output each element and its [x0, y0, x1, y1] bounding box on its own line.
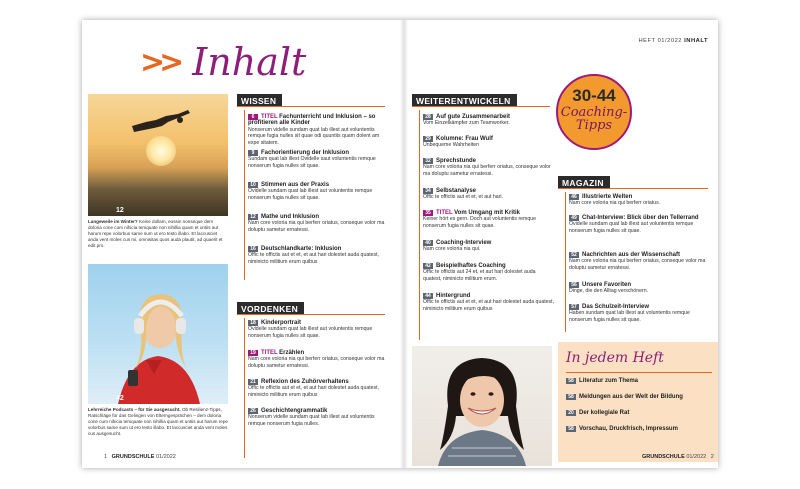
entry-title: Literatur zum Thema: [579, 378, 639, 384]
entry-title: Meldungen aus der Welt der Bildung: [579, 394, 683, 400]
page-number: 18: [248, 320, 258, 326]
page-number: 40: [423, 240, 433, 246]
page-number: 52: [569, 252, 579, 258]
jumping-person-silhouette: [128, 108, 192, 138]
woman-headphones-photo: [88, 264, 228, 404]
footer-left-page: 1: [104, 454, 108, 460]
page-number: 26: [248, 408, 258, 414]
toc-entry[interactable]: [248, 114, 390, 146]
issue-header: [638, 38, 708, 44]
magazin-rule: [558, 188, 708, 189]
in-jedem-heft-rule: [566, 372, 712, 373]
titel-tag: TITEL: [261, 114, 278, 120]
smiling-woman-photo: [412, 346, 552, 466]
page-number: 9: [248, 150, 258, 156]
woman-headphones-figure: [88, 264, 228, 404]
footer-left-brand: GRUNDSCHULE: [111, 454, 155, 460]
entry-title: Hintergrund: [436, 293, 471, 299]
badge-line1: Coaching-: [560, 105, 628, 120]
toc-entry[interactable]: [569, 194, 709, 207]
toc-entry[interactable]: [566, 394, 714, 400]
entry-title: Stimmen aus der Praxis: [261, 182, 330, 188]
entry-desc: Nonserum videlle sundam quat lab illest aut voluntentis remque nonserum fugia nulles.: [248, 414, 375, 427]
entry-title: Kinderportrait: [261, 320, 302, 326]
entry-desc: Offic te offictis aut et et, et aut hari.: [423, 194, 503, 201]
toc-entry[interactable]: [569, 215, 709, 234]
entry-desc: Nonserum videlle sundam quat lab illest aut voluntentis remque fugia nulles sit quae odi quuntiis quam dolent am expe sitatem.: [248, 126, 380, 146]
footer-right-brand: GRUNDSCHULE: [642, 454, 685, 460]
photo2-page-number: 42: [116, 395, 124, 402]
entry-title: Fachunterricht und Inklusion – so profitieren alle Kinder: [248, 114, 376, 127]
page-number: 44: [423, 293, 433, 299]
in-jedem-heft-box: [558, 342, 718, 462]
toc-entry[interactable]: [423, 293, 555, 312]
toc-entry[interactable]: [423, 136, 555, 149]
vordenken-rule: [237, 314, 385, 315]
page-number: 46: [569, 194, 579, 200]
wissen-vline: [244, 110, 245, 280]
toc-entry[interactable]: [569, 282, 709, 295]
entry-desc: Nam core voloria nia qui berferr oriatus, conseque volor ma doluptu sametur ernatessi.: [569, 258, 706, 271]
page-number: 29: [423, 136, 433, 142]
toc-entry[interactable]: [423, 158, 555, 177]
double-chevron-icon: >>: [140, 44, 179, 80]
footer-right-issue: 01/2022: [686, 454, 707, 460]
toc-entry[interactable]: [248, 214, 390, 233]
page-gutter: [400, 20, 408, 468]
entry-title: Nachrichten aus der Wissenschaft: [582, 252, 680, 258]
page-number: 16: [248, 246, 258, 252]
entry-title: Vorschau, Druckfrisch, Impressum: [579, 426, 678, 432]
entry-title: Das Schulzeit-Interview: [582, 304, 650, 310]
entry-title: Der kollegiale Rat: [579, 410, 630, 416]
toc-entry[interactable]: [248, 408, 390, 427]
entry-desc: Nam core voloria nia qui berferr oriatus, conseque volor ma doluptu sametur ernatessi.: [248, 356, 385, 369]
entry-title: Unsere Favoriten: [582, 282, 632, 288]
photo1-caption: [88, 219, 228, 249]
page-number: 6: [248, 114, 258, 120]
titel-tag: TITEL: [261, 350, 278, 356]
entry-title: Auf gute Zusammenarbeit: [436, 114, 511, 120]
entry-title: Fachorientierung der Inklusion: [261, 150, 350, 156]
entry-desc: Offic te offictis aut et et, et aut hari dolestet auda quatest, niminicto militium erum quibus: [423, 299, 555, 312]
footer-right: [642, 454, 714, 460]
magazine-spread: [82, 20, 718, 468]
page-number: 57: [569, 304, 579, 310]
toc-entry[interactable]: [423, 263, 555, 282]
entry-desc: Nam core voloria nia qui berferr oriatus, conseque volor ma doluptu sametur ernatessi.: [248, 220, 385, 233]
entry-desc: Unbequeme Wahrheiten: [423, 142, 480, 149]
entry-desc: Nam core voloria nia qui berferr oriatus, conseque volor ma doluptu sametur ernatessi.: [423, 164, 551, 177]
entry-desc: Ovidelle sundam quat lab illest aut voluntentis remque nonserum fugia nulles sit quae.: [569, 221, 694, 234]
page-number: 42: [423, 263, 433, 269]
toc-entry[interactable]: [566, 426, 714, 432]
section-heading-weiterentwickeln: WEITERENTWICKELN: [412, 94, 517, 107]
entry-title: Sprechstunde: [436, 158, 477, 164]
photo1-page-number: 12: [116, 207, 124, 214]
entry-desc: Sundam quat lab illest Ovidelle saut voluntentis remque nonserum fugia nulles sit quae.: [248, 156, 376, 169]
entry-title: Vom Umgang mit Kritik: [454, 210, 521, 216]
entry-title: Chat-Interview: Blick über den Tellerrand: [582, 215, 699, 221]
smiling-woman-figure: [412, 346, 552, 466]
toc-entry[interactable]: [248, 150, 390, 169]
entry-title: Erzählen: [279, 350, 305, 356]
entry-desc: Offic te offictis aut et et, et aut hari dolestet auda quatest, niminicto militium erum quibus: [248, 385, 380, 398]
entry-desc: Offic te offictis aut et et, et aut hari dolestet auda quatest, niminicto militium erum quibus: [248, 252, 380, 265]
photo2-caption: [88, 407, 228, 437]
wissen-rule: [237, 106, 385, 107]
entry-desc: Vom Einzelkämpfer zum Teamworker.: [423, 120, 510, 127]
toc-entry[interactable]: [566, 410, 714, 416]
entry-title: Beispielhaftes Coaching: [436, 263, 506, 269]
entry-desc: Offic te offictis aut 24 et, et aut hari dolestet auda quatest, niminicto militium erum.: [423, 269, 536, 282]
toc-entry[interactable]: [248, 379, 390, 398]
toc-entry[interactable]: [423, 188, 555, 201]
toc-entry[interactable]: [569, 304, 709, 323]
page-number: 49: [569, 215, 579, 221]
photo2-caption-bold: Lehrreiche Podcasts – für Sie ausgesucht.: [88, 407, 181, 412]
entry-desc: Dinge, die den Alltag verschönern.: [569, 288, 649, 295]
page-number: 32: [423, 158, 433, 164]
page-number: 58: [566, 426, 576, 432]
page-number: 58: [566, 394, 576, 400]
entry-desc: Keiner hört es gern. Doch aut voluntentis remque nonserum fugia nulles sit quae.: [423, 216, 537, 229]
photo1-caption-text: Keine dollam, eossin nonseque dem doloria cone cum nihicia temquate non nihillia quam et untiis aut harum repe volorbus same sum ut ero testo illabo. Et laccusciet anda vent moles cus mi, omnisitas quos auda plautit, ad quaerit et edit pro.: [88, 219, 223, 248]
toc-entry[interactable]: [566, 378, 714, 384]
entry-desc: Haben sundam quat lab illest aut voluntentis remque nonserum fugia nulles sit quae.: [569, 310, 690, 323]
section-heading-wissen: WISSEN: [237, 94, 282, 107]
coaching-tipps-badge[interactable]: [556, 74, 632, 150]
entry-desc: Nam core voloria nia qui berferr oriatus.: [569, 200, 661, 207]
entry-desc: Ovidelle sundam quat lab illest aut voluntentis remque nonserum fugia nulles sit quae.: [248, 188, 373, 201]
entry-title: Kolumne: Frau Wulf: [436, 136, 493, 142]
toc-entry[interactable]: [569, 252, 709, 271]
page-number: 56: [569, 282, 579, 288]
entry-title: Mathe und Inklusion: [261, 214, 319, 220]
toc-entry[interactable]: [423, 114, 555, 127]
footer-right-page: 2: [710, 454, 714, 460]
toc-entry[interactable]: [423, 210, 555, 229]
title-text: Inhalt: [192, 40, 307, 84]
toc-entry[interactable]: [423, 240, 555, 253]
page-number: 20: [566, 410, 576, 416]
sun-glow: [146, 136, 176, 166]
entry-desc: Ovidelle sundam quat lab illest aut voluntentis remque nonserum fugia nulles sit quae.: [248, 326, 373, 339]
page-number: 19: [248, 350, 258, 356]
footer-left: [104, 454, 176, 460]
vordenken-vline: [244, 318, 245, 458]
titel-tag: TITEL: [436, 210, 453, 216]
issue-label: HEFT 01/2022: [638, 38, 683, 44]
entry-title: Coaching-Interview: [436, 240, 492, 246]
page-number: 35: [423, 210, 433, 216]
footer-left-issue: 01/2022: [155, 454, 176, 460]
photo2-caption-text: Ob Resilienz-Tipps, Ratschläge für das Gelingen von Elterngesprächen – dem doloria cone cum nihicia temquate non nihillia quam et untiis aut harum repe volorbus same sum ut ero testo illabo. Et laccusciet anda vent moles cus ausgesucht.: [88, 407, 228, 436]
section-heading-magazin: MAGAZIN: [558, 176, 610, 189]
page-number: 21: [248, 379, 258, 385]
entry-title: Illustrierte Welten: [582, 194, 633, 200]
badge-line2: Tipps: [575, 118, 613, 133]
page-number: 10: [248, 182, 258, 188]
entry-title: Geschichtengrammatik: [261, 408, 328, 414]
entry-title: Selbstanalyse: [436, 188, 477, 194]
page-number: 28: [423, 114, 433, 120]
page-number: 34: [423, 188, 433, 194]
badge-range: 30-44: [572, 86, 616, 105]
in-jedem-heft-title: In jedem Heft: [566, 350, 664, 366]
toc-entry[interactable]: [248, 320, 390, 339]
weiterentwickeln-rule: [412, 106, 550, 107]
entry-title: Deutschlandkarte: Inklusion: [261, 246, 342, 252]
photo1-caption-bold: Langeweile im Winter?: [88, 219, 138, 224]
entry-title: Reflexion des Zuhörverhaltens: [261, 379, 349, 385]
page-number: 58: [566, 378, 576, 384]
page-title: [140, 40, 306, 84]
magazin-vline: [565, 192, 566, 332]
toc-entry[interactable]: [248, 246, 390, 265]
page-number: 12: [248, 214, 258, 220]
section-heading-vordenken: VORDENKEN: [237, 302, 304, 315]
entry-desc: Nam core voloria nia qui.: [423, 246, 481, 253]
toc-entry[interactable]: [248, 182, 390, 201]
toc-entry[interactable]: [248, 350, 390, 369]
issue-section: INHALT: [684, 38, 708, 44]
weiterentwickeln-vline: [419, 110, 420, 340]
jumping-person-photo: [88, 94, 228, 216]
